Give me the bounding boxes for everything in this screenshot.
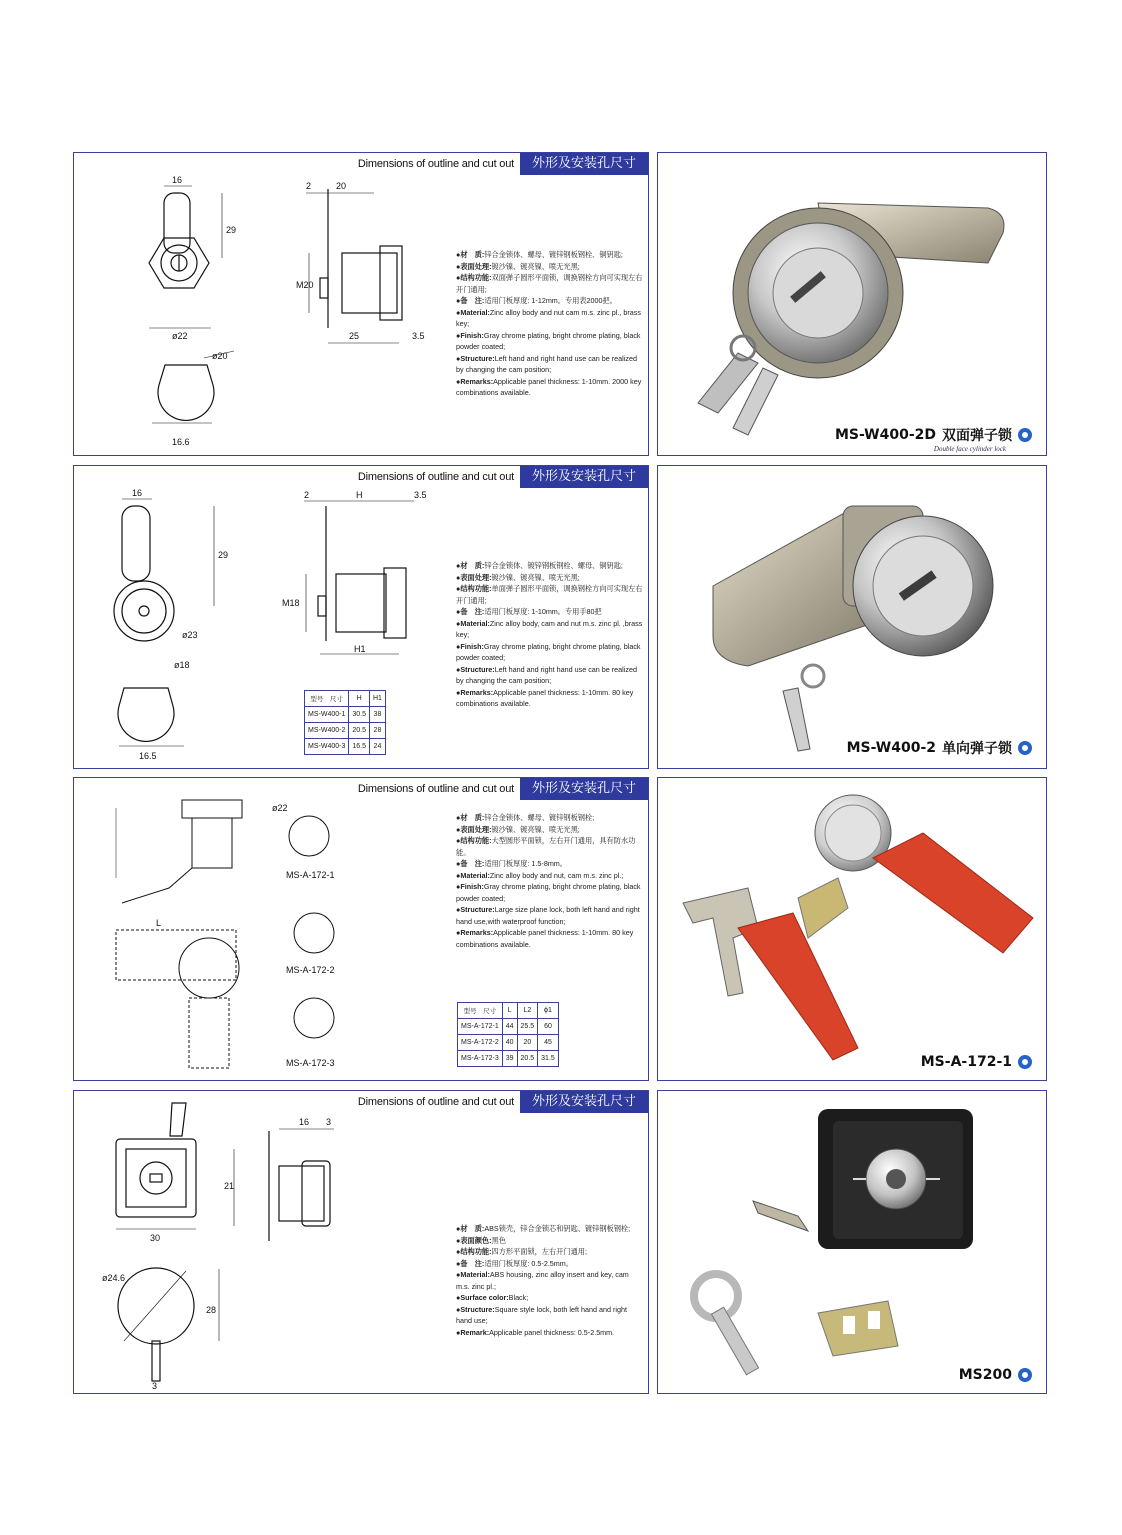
header-en: Dimensions of outline and cut out	[357, 471, 514, 483]
table-row: MS-W400-1 30.5 38	[305, 707, 386, 723]
dim-label: 20	[336, 181, 347, 191]
header-cn: 外形及安装孔尺寸	[520, 153, 648, 175]
dim-label: H	[356, 490, 363, 500]
dim-label: 16	[299, 1117, 310, 1127]
header-en: Dimensions of outline and cut out	[357, 158, 514, 170]
model-number: MS-W400-2D	[834, 427, 936, 443]
table-head: 型号 尺寸	[305, 691, 349, 707]
dimension-table	[304, 690, 386, 755]
circle-bullet-icon	[1018, 1368, 1032, 1382]
model-number: MS-W400-2	[846, 740, 936, 756]
dimension-table	[457, 1002, 559, 1067]
dim-label: H1	[354, 644, 366, 654]
spec-line: ●材 质:锌合金锁体、螺母、镀锌钢板钢栓;	[456, 813, 595, 822]
spec-line: ●结构功能:大型圆形平面锁，左右开门通用，具有防水功能。	[456, 836, 636, 857]
product-photo-cam-lock	[658, 466, 1048, 770]
dim-label: 29	[226, 225, 237, 235]
spec-line: ●材 质:ABS锁壳，锌合金锁芯和钥匙、镀锌钢板钢栓;	[456, 1224, 631, 1233]
spec-line: ●Remarks:Applicable panel thickness: 1-10mm. 80 key combinations available.	[456, 687, 634, 708]
spec-line: ●备 注:适用门板厚度: 1-10mm。专用手80把	[456, 607, 602, 616]
dim-label: MS-A-172-3	[286, 1058, 335, 1068]
spec-block-4	[456, 1223, 644, 1338]
model-number: MS200	[958, 1367, 1012, 1383]
product-photo-cam-lock	[658, 153, 1048, 457]
dim-label: ø22	[172, 331, 188, 341]
table-row: MS-A-172-2 40 20 45	[458, 1035, 559, 1051]
circle-bullet-icon	[1018, 741, 1032, 755]
dim-label: ø24.6	[102, 1273, 126, 1283]
product-caption	[835, 425, 1032, 445]
dim-label: 16.5	[139, 751, 157, 761]
product-name-cn: 双面弹子锁	[942, 428, 1012, 444]
dim-label: 16.6	[172, 437, 190, 447]
dim-label: 16	[132, 488, 143, 498]
table-row: MS-A-172-1 44 25.5 60	[458, 1019, 559, 1035]
dim-label: M18	[282, 598, 300, 608]
spec-line: ●材 质:锌合金锁体、镀锌钢板钢栓、螺母、铜钥匙;	[456, 561, 623, 570]
spec-line: ●Remarks:Applicable panel thickness: 1-10mm. 80 key combinations available.	[456, 928, 634, 949]
spec-line: ●表面处理:镀沙镍、镀亮镍、喷无光黑;	[456, 572, 580, 582]
spec-line: ●Structure:Left hand and right hand use can be realized by changing the cam position;	[456, 664, 637, 685]
drawing-panel-3	[73, 777, 649, 1081]
table-head: ϕ1	[538, 1003, 559, 1019]
spec-line: ●备 注:适用门板厚度: 1-12mm。专用表2000把。	[456, 296, 617, 305]
header-cn: 外形及安装孔尺寸	[520, 778, 648, 800]
drawing-panel-4	[73, 1090, 649, 1394]
table-head: L	[502, 1003, 517, 1019]
spec-line: ●Material:Zinc alloy body and nut cam m.s. zinc pl., brass key;	[456, 307, 641, 328]
circle-bullet-icon	[1018, 428, 1032, 442]
dim-label: 3.5	[414, 490, 427, 500]
spec-line: ●Finish:Gray chrome plating, bright chrome plating, black powder coated;	[456, 882, 641, 903]
model-number: MS-A-172-1	[920, 1054, 1012, 1070]
spec-line: ●结构功能:双面弹子圆形平面锁，调换钢栓方向可实现左右开门通用;	[456, 273, 643, 294]
dim-label: MS-A-172-1	[286, 870, 335, 880]
dim-label: 2	[306, 181, 312, 191]
spec-line: ●表面处理:镀沙镍、镀亮镍、喷无光黑;	[456, 824, 580, 834]
table-head: H	[349, 691, 370, 707]
spec-line: ●Finish:Gray chrome plating, bright chrome plating, black powder coated;	[456, 330, 641, 351]
dim-label: 30	[150, 1233, 161, 1243]
circle-bullet-icon	[1018, 1055, 1032, 1069]
dim-label: 16	[172, 175, 183, 185]
spec-line: ●结构功能:四方形平面锁，左右开门通用;	[456, 1247, 587, 1256]
dim-label: 25	[349, 331, 360, 341]
spec-line: ●表面处理:镀沙镍、镀亮镍、喷无光黑;	[456, 261, 580, 271]
product-name-cn: 单向弹子锁	[942, 741, 1012, 757]
spec-line: ●Structure:Square style lock, both left hand and right hand use;	[456, 1304, 627, 1325]
product-caption	[921, 1054, 1032, 1070]
table-head: H1	[369, 691, 385, 707]
photo-panel-3	[657, 777, 1047, 1081]
dim-label: ø18	[174, 660, 190, 670]
drawing-panel-2	[73, 465, 649, 769]
product-photo-square-lock	[658, 1091, 1048, 1395]
product-caption	[959, 1367, 1032, 1383]
spec-line: ●Surface color:Black;	[456, 1293, 529, 1302]
spec-line: ●Material:ABS housing, zinc alloy insert and key, cam m.s. zinc pl.;	[456, 1270, 629, 1291]
spec-line: ●Remark:Applicable panel thickness: 0.5-2.5mm.	[456, 1327, 615, 1337]
dim-label: 3	[326, 1117, 332, 1127]
dim-label: ø23	[182, 630, 198, 640]
table-head: L2	[517, 1003, 538, 1019]
table-row: MS-W400-3 16.5 24	[305, 739, 386, 755]
dim-label: ø20	[212, 351, 228, 361]
photo-panel-2	[657, 465, 1047, 769]
dim-label: 21	[224, 1181, 235, 1191]
photo-panel-1	[657, 152, 1047, 456]
dim-label: MS-A-172-2	[286, 965, 335, 975]
header-en: Dimensions of outline and cut out	[357, 783, 514, 795]
spec-line: ●Structure:Large size plane lock, both left hand and right hand use,with waterproof function;	[456, 905, 640, 926]
spec-line: ●备 注:适用门板厚度: 0.5-2.5mm。	[456, 1258, 573, 1268]
dim-label: M20	[296, 280, 314, 290]
table-row: MS-W400-2 20.5 28	[305, 723, 386, 739]
product-name-en: Double face cylinder lock	[933, 445, 1006, 453]
spec-line: ●结构功能:单面弹子圆形平面锁，调换钢栓方向可实现左右开门通用;	[456, 584, 643, 605]
photo-panel-4	[657, 1090, 1047, 1394]
dim-label: 29	[218, 550, 229, 560]
spec-block-1	[456, 249, 644, 399]
spec-line: ●Finish:Gray chrome plating, bright chrome plating, black powder coated;	[456, 641, 641, 662]
table-row: MS-A-172-3 39 20.5 31.5	[458, 1051, 559, 1067]
dim-label: 3	[152, 1381, 158, 1391]
spec-line: ●Structure:Left hand and right hand use can be realized by changing the cam position;	[456, 353, 637, 374]
dim-label: 2	[304, 490, 310, 500]
header-en: Dimensions of outline and cut out	[357, 1096, 514, 1108]
spec-line: ●备 注:适用门板厚度: 1.5-8mm。	[456, 859, 567, 868]
spec-block-3	[456, 812, 644, 950]
product-caption	[847, 738, 1032, 758]
dim-label: L	[156, 918, 162, 928]
spec-line: ●Material:Zinc alloy body, cam and nut m.s. zinc pl. ,brass key;	[456, 618, 643, 639]
header-cn: 外形及安装孔尺寸	[520, 466, 648, 488]
table-head: 型号 尺寸	[458, 1003, 503, 1019]
spec-line: ●材 质:锌合金锁体、螺母、镀锌钢板钢栓、铜钥匙;	[456, 250, 623, 259]
dim-label: 3.5	[412, 331, 425, 341]
spec-line: ●Material:Zinc alloy body and nut, cam m.s. zinc pl.;	[456, 870, 624, 880]
spec-line: ●Remarks:Applicable panel thickness: 1-10mm. 2000 key combinations available.	[456, 376, 642, 397]
spec-line: ●表面颜色:黑色	[456, 1235, 506, 1245]
dim-label: 28	[206, 1305, 217, 1315]
drawing-panel-1	[73, 152, 649, 456]
spec-block-2	[456, 560, 644, 710]
product-photo-handle-lock	[658, 778, 1048, 1082]
dim-label: ø22	[272, 803, 288, 813]
header-cn: 外形及安装孔尺寸	[520, 1091, 648, 1113]
